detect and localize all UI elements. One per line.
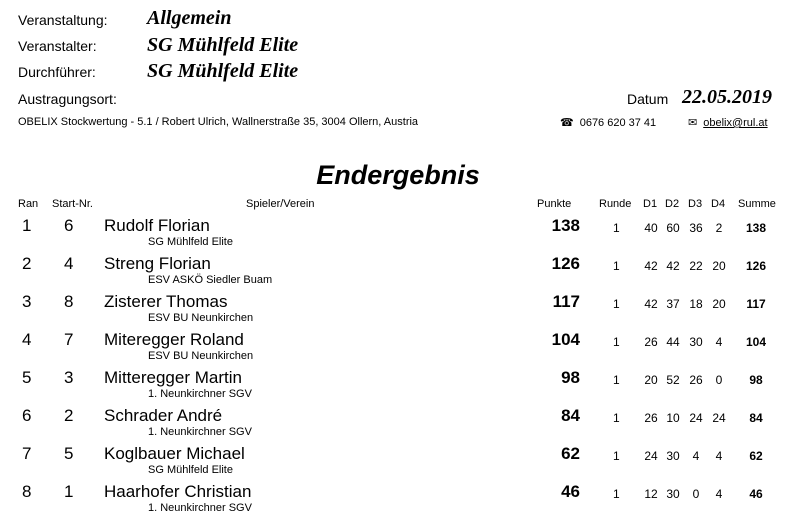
col-d1: D1	[643, 198, 658, 210]
organizer-value: SG Mühlfeld Elite	[147, 34, 299, 56]
round-cell: 1	[613, 411, 620, 425]
d1-cell: 42	[644, 297, 658, 311]
player-name: Zisterer Thomas	[104, 292, 228, 311]
player-name: Rudolf Florian	[104, 216, 210, 235]
player-name: Haarhofer Christian	[104, 482, 252, 501]
date-label: Datum	[627, 91, 669, 107]
points-cell: 117	[552, 292, 580, 311]
envelope-icon: ✉	[688, 117, 698, 129]
col-player: Spieler/Verein	[246, 198, 315, 210]
d1-cell: 20	[644, 373, 658, 387]
event-label: Veranstaltung:	[18, 12, 108, 28]
d2-cell: 37	[666, 297, 680, 311]
player-name: Schrader André	[104, 406, 223, 425]
table-row	[0, 368, 800, 406]
club-name: SG Mühlfeld Elite	[148, 236, 233, 248]
date-value: 22.05.2019	[682, 86, 772, 108]
rank-cell: 6	[22, 406, 32, 425]
rank-cell: 4	[22, 330, 32, 349]
email-link[interactable]: obelix@rul.at	[703, 117, 768, 129]
d4-cell: 4	[715, 487, 723, 501]
d4-cell: 0	[715, 373, 723, 387]
d1-cell: 26	[644, 411, 658, 425]
points-cell: 104	[551, 330, 580, 349]
d3-cell: 24	[689, 411, 703, 425]
points-cell: 84	[561, 406, 580, 425]
rank-cell: 1	[22, 216, 32, 235]
club-name: ESV BU Neunkirchen	[148, 350, 254, 362]
round-cell: 1	[613, 221, 620, 235]
points-cell: 62	[561, 444, 580, 463]
player-name: Koglbauer Michael	[104, 444, 245, 463]
start-number-cell: 5	[64, 444, 74, 463]
d4-cell: 2	[715, 221, 723, 235]
points-cell: 126	[551, 254, 580, 273]
d4-cell: 20	[712, 259, 726, 273]
rank-cell: 7	[22, 444, 32, 463]
d1-cell: 12	[644, 487, 658, 501]
rank-cell: 2	[22, 254, 32, 273]
d1-cell: 24	[644, 449, 658, 463]
club-name: ESV ASKÖ Siedler Buam	[148, 274, 273, 286]
start-number-cell: 3	[64, 368, 74, 387]
rank-cell: 3	[22, 292, 32, 311]
d1-cell: 40	[644, 221, 658, 235]
start-number-cell: 6	[64, 216, 74, 235]
d2-cell: 44	[666, 335, 680, 349]
phone-icon: ☎	[560, 117, 574, 129]
club-name: 1. Neunkirchner SGV	[148, 502, 252, 514]
sum-cell: 138	[745, 221, 767, 235]
club-name: ESV BU Neunkirchen	[148, 312, 254, 324]
col-round: Runde	[599, 198, 632, 210]
executor-value: SG Mühlfeld Elite	[147, 60, 299, 82]
phone-number: 0676 620 37 41	[579, 117, 657, 129]
sum-cell: 46	[749, 487, 763, 501]
col-d2: D2	[665, 198, 680, 210]
d4-cell: 20	[712, 297, 726, 311]
d3-cell: 18	[689, 297, 703, 311]
player-name: Mitteregger Martin	[104, 368, 242, 387]
executor-label: Durchführer:	[18, 64, 96, 80]
table-row	[0, 444, 800, 482]
d3-cell: 26	[689, 373, 703, 387]
page-title: Endergebnis	[316, 160, 480, 190]
col-d3: D3	[688, 198, 703, 210]
club-name: 1. Neunkirchner SGV	[148, 426, 252, 438]
email-block	[688, 116, 768, 129]
sum-cell: 98	[749, 373, 763, 387]
d2-cell: 60	[666, 221, 680, 235]
table-row	[0, 482, 800, 520]
start-number-cell: 2	[64, 406, 74, 425]
club-name: SG Mühlfeld Elite	[148, 464, 233, 476]
d3-cell: 22	[689, 259, 703, 273]
start-number-cell: 4	[64, 254, 74, 273]
table-row	[0, 330, 800, 368]
player-name: Miteregger Roland	[104, 330, 244, 349]
d4-cell: 4	[715, 335, 723, 349]
table-row	[0, 292, 800, 330]
d3-cell: 0	[692, 487, 700, 501]
table-row	[0, 254, 800, 292]
d4-cell: 4	[715, 449, 723, 463]
footer-info: OBELIX Stockwertung - 5.1 / Robert Ulrich, Wallnerstraße 35, 3004 Ollern, Austria	[18, 116, 419, 128]
player-name: Streng Florian	[104, 254, 211, 273]
start-number-cell: 8	[64, 292, 74, 311]
col-d4: D4	[711, 198, 726, 210]
rank-cell: 8	[22, 482, 32, 501]
sum-cell: 117	[746, 297, 766, 311]
d3-cell: 30	[689, 335, 703, 349]
d1-cell: 26	[644, 335, 658, 349]
sum-cell: 62	[749, 449, 763, 463]
start-number-cell: 1	[64, 482, 74, 501]
round-cell: 1	[613, 373, 620, 387]
d3-cell: 36	[689, 221, 703, 235]
rank-cell: 5	[22, 368, 32, 387]
table-row	[0, 216, 800, 254]
d2-cell: 52	[666, 373, 680, 387]
sum-cell: 126	[745, 259, 767, 273]
d2-cell: 10	[666, 411, 680, 425]
d2-cell: 30	[666, 487, 680, 501]
phone-block	[560, 116, 656, 129]
club-name: 1. Neunkirchner SGV	[148, 388, 252, 400]
points-cell: 98	[561, 368, 580, 387]
round-cell: 1	[613, 297, 620, 311]
col-start: Start-Nr.	[52, 198, 93, 210]
d3-cell: 4	[692, 449, 700, 463]
sum-cell: 104	[745, 335, 767, 349]
col-sum: Summe	[738, 198, 776, 210]
sum-cell: 84	[749, 411, 763, 425]
round-cell: 1	[613, 449, 620, 463]
d1-cell: 42	[644, 259, 658, 273]
event-value: Allgemein	[147, 7, 232, 29]
col-rank: Ran	[18, 198, 39, 210]
round-cell: 1	[613, 259, 620, 273]
round-cell: 1	[613, 487, 620, 501]
organizer-label: Veranstalter:	[18, 38, 97, 54]
table-row	[0, 406, 800, 444]
d2-cell: 30	[666, 449, 680, 463]
col-points: Punkte	[537, 198, 572, 210]
round-cell: 1	[613, 335, 620, 349]
points-cell: 46	[561, 482, 580, 501]
d2-cell: 42	[666, 259, 680, 273]
venue-label: Austragungsort:	[18, 91, 117, 107]
points-cell: 138	[551, 216, 580, 235]
start-number-cell: 7	[64, 330, 74, 349]
d4-cell: 24	[712, 411, 726, 425]
